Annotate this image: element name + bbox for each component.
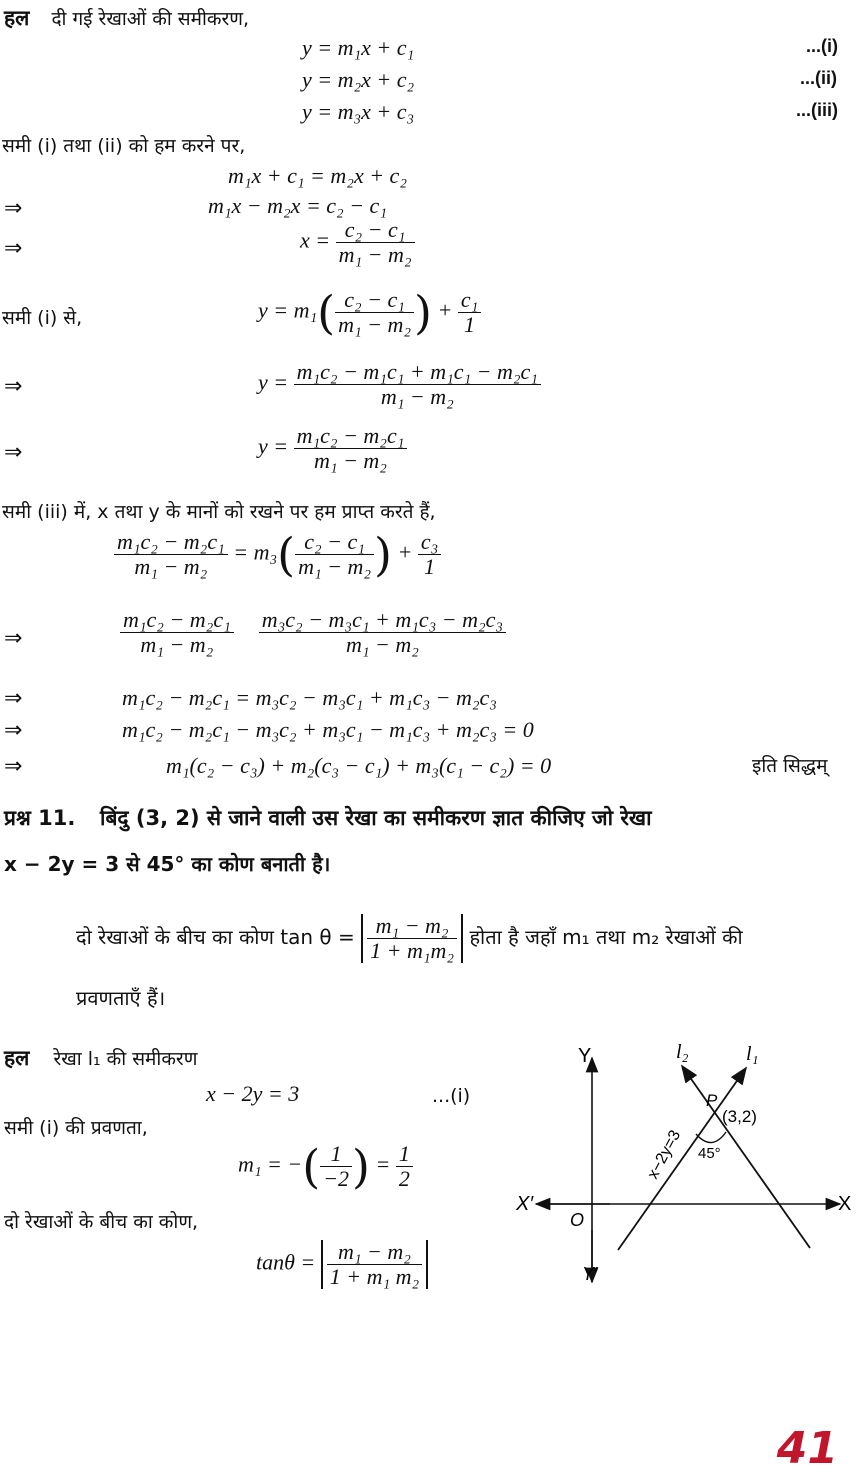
slope-m1-lhs: m₁ = − [238,1151,303,1177]
step-7-num2: c₃ [418,530,441,555]
hint-line2: प्रवणताएँ हैं। [76,986,166,1010]
step-4-lhs: y = m₁ [258,297,318,323]
hint-den: 1 + m₁m₂ [370,938,455,963]
step-4-plus: + [437,297,453,323]
implies-7: ⇒ [4,718,23,743]
line-equation-label: x−2y=3 [644,1127,685,1182]
hal-label-2: हल [4,1046,30,1070]
step-3-num: c₂ − c₁ [336,218,415,243]
tag-ii: ...(ii) [800,68,837,88]
step-3-lhs: x = [300,227,331,253]
implies-4: ⇒ [4,440,23,465]
y-label: Y [578,1045,592,1067]
hint-pre: दो रेखाओं के बीच का कोण tan θ = [76,925,355,949]
step-6-lhs: y = [258,433,289,459]
equation-iii: y = m₃x + c₃ [302,99,415,124]
step-8-den2: m₁ − m₂ [345,632,419,657]
implies-6: ⇒ [4,686,23,711]
hal-label: हल [4,6,30,30]
step-6 [258,424,407,473]
line-l1-equation: x − 2y = 3 [206,1081,300,1106]
x-neg-label: X′ [516,1193,534,1215]
step-7-mid: = m₃ [233,539,278,565]
slope-m1-num: 1 [320,1142,352,1167]
solution-intro-line [4,6,249,31]
intro-text: दी गई रेखाओं की समीकरण, [51,8,250,30]
step-3 [300,218,415,267]
step-4-num2: c₁ [458,288,481,313]
step-7-den: m₁ − m₂ [134,554,208,579]
step-7-pden: m₁ − m₂ [298,554,372,579]
equation-ii: y = m₂x + c₂ [302,67,415,92]
step-4-den: m₁ − m₂ [338,312,412,337]
slope-m1-rden: 2 [398,1166,410,1191]
tan-num: m₁ − m₂ [327,1240,422,1265]
point-label: (3,2) [722,1107,757,1126]
angle-label: 45° [698,1145,721,1162]
slope-m1-rnum: 1 [396,1142,413,1167]
l1-label: l₁ [746,1043,759,1065]
equation-i: y = m₁x + c₁ [302,35,415,60]
step-5-num: m₁c₂ − m₁c₁ + m₁c₁ − m₂c₁ [294,360,541,385]
step-6-num: m₁c₂ − m₂c₁ [294,424,408,449]
implies-8: ⇒ [4,754,23,779]
step-5-den: m₁ − m₂ [380,384,454,409]
line-l1-tag: ...(i) [432,1085,471,1107]
step-5 [258,360,541,409]
step-4-den2: 1 [464,312,476,337]
question-11-line1 [4,806,652,830]
page-number: 41 [776,1423,838,1474]
slope-m1-eq: = [375,1151,391,1177]
hint-line1 [76,914,743,963]
from-i-text: समी (i) से, [2,307,83,329]
step-5-lhs: y = [258,369,289,395]
implies-5: ⇒ [4,626,23,651]
tag-iii: ...(iii) [796,100,838,120]
step-8-num2: m₃c₂ − m₃c₁ + m₁c₃ − m₂c₃ [259,608,506,633]
step-7-den2: 1 [424,554,436,579]
hint-post: होता है जहाँ m₁ तथा m₂ रेखाओं की [469,925,743,949]
step-6-den: m₁ − m₂ [314,448,387,473]
slope-m1-den: −2 [323,1166,350,1191]
step-7-num: m₁c₂ − m₂c₁ [114,530,228,555]
solve-text: समी (i) तथा (ii) को हम करने पर, [2,135,246,157]
hint-num: m₁ − m₂ [367,914,457,939]
step-8-den: m₁ − m₂ [140,632,214,657]
l2-label: l₂ [676,1041,689,1063]
implies-1: ⇒ [4,196,23,221]
y-neg-label: Y′ [582,1264,598,1284]
step-2: m₁x − m₂x = c₂ − c₁ [208,193,387,218]
step-3-den: m₁ − m₂ [338,242,412,267]
step-7: $\frac{\text{m₁c₂ − m₂c₁}}{\text{m₁ − m₂}}$ = m₃( $\frac{\text{c₂ − c₁}}{\text{m₁ − m₂}}$ ) + $\frac{\text{c₃}}{1}$ [114,530,441,579]
slope-text: समी (i) की प्रवणता, [4,1117,148,1139]
angle-text: दो रेखाओं के बीच का कोण, [4,1211,199,1233]
step-4-num: c₂ − c₁ [335,288,414,313]
coordinate-figure [500,1030,856,1300]
iti-siddham: इति सिद्धम् [752,755,828,777]
question-text-2: x − 2y = 3 से 45° का कोण बनाती है। [4,852,331,876]
step-10: m₁c₂ − m₂c₁ − m₃c₂ + m₃c₁ − m₁c₃ + m₂c₃ = 0 [122,717,534,742]
question-label: प्रश्न 11. [4,806,76,830]
step-1: m₁x + c₁ = m₂x + c₂ [228,163,407,188]
x-label: X [838,1193,852,1215]
step-7-pnum: c₂ − c₁ [295,530,374,555]
tan-lhs: tanθ = [256,1249,316,1275]
tan-formula [256,1240,428,1289]
line-l1 [618,1068,746,1250]
step-4: y = m₁( $\frac{\text{c₂ − c₁}}{\text{m₁ − m₂}}$ ) + $\frac{\text{c₁}}{1}$ [258,288,481,337]
solution2-intro-text: रेखा l₁ की समीकरण [53,1048,198,1070]
implies-3: ⇒ [4,374,23,399]
step-7-plus: + [397,539,413,565]
slope-m1: m₁ = −( $\frac{1}{-2}$ ) = $\frac{1}{2}$ [238,1142,413,1191]
tan-den: 1 + m₁ m₂ [329,1264,420,1289]
tag-i: ...(i) [806,36,838,56]
step-9: m₁c₂ − m₂c₁ = m₃c₂ − m₃c₁ + m₁c₃ − m₂c₃ [122,685,497,710]
step-8-num: m₁c₂ − m₂c₁ [120,608,234,633]
substitute-text: समी (iii) में, x तथा y के मानों को रखने पर हम प्राप्त करते हैं, [2,501,436,523]
question-text-1: बिंदु (3, 2) से जाने वाली उस रेखा का समीकरण ज्ञात कीजिए जो रेखा [100,806,652,830]
step-11: m₁(c₂ − c₃) + m₂(c₃ − c₁) + m₃(c₁ − c₂) = 0 [166,753,552,778]
step-8 [120,608,506,657]
implies-2: ⇒ [4,236,23,261]
p-label: P [706,1091,718,1110]
solution2-intro [4,1046,197,1071]
origin-label: O [570,1210,585,1230]
